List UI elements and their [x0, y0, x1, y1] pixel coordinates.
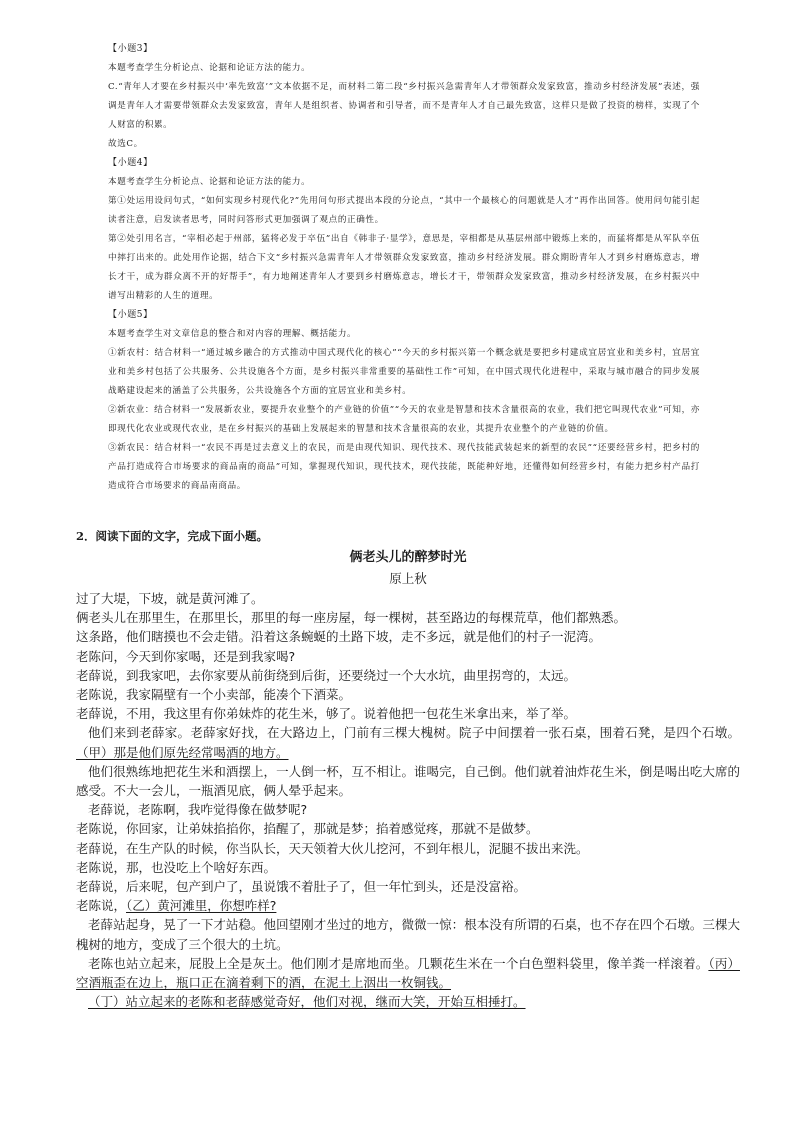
paragraph-text: 老薛说，到我家吧，去你家要从前街绕到后街，还要绕过一个大水坑，曲里拐弯的，太远。	[76, 667, 577, 683]
article-paragraph	[76, 839, 740, 858]
paragraph-text: 老薛说，后来呢，包产到户了，虽说饿不着肚子了，但一年忙到头，还是没富裕。	[76, 879, 527, 895]
article-paragraph	[76, 723, 740, 761]
paragraph-text: 老陈也站立起来，屁股上全是灰土。他们刚才是席地而坐。几颗花生米在一个白色塑料袋里，像羊粪一样滚着。	[88, 955, 709, 971]
article-paragraph	[76, 762, 740, 800]
underlined-sentence: （乙）黄河滩里，你想咋样?	[126, 898, 277, 914]
paragraph-text: 老薛站起身，晃了一下才站稳。他回望刚才坐过的地方，微微一惊：根本没有所谓的石桌，也不存在四个石墩。三棵大槐树的地方，变成了三个很大的土坑。	[76, 917, 740, 952]
paragraph-text: 老陈说，你回家，让弟妹掐掐你，掐醒了，那就是梦；掐着感觉疼，那就不是做梦。	[76, 821, 539, 837]
analysis-line: 故选C。	[108, 139, 143, 149]
article-paragraph	[76, 877, 740, 896]
question-heading: 2．阅读下面的文字，完成下面小题。	[76, 529, 268, 543]
subquestion-tag: 【小题4】	[108, 158, 153, 168]
article-paragraph	[76, 992, 740, 1011]
subquestion-3-analysis	[108, 40, 700, 154]
paragraph-text: 老陈问，今天到你家喝，还是到我家喝?	[76, 648, 296, 664]
article-paragraph	[76, 896, 740, 915]
subquestion-5-analysis	[108, 306, 700, 496]
paragraph-text: 他们很熟练地把花生米和酒摆上，一人倒一杯，互不相让。谁喝完，自己倒。他们就着油炸花生米，倒是喝出吃大席的感受。不大一会儿，一瓶酒见底，俩人晕乎起来。	[76, 763, 740, 799]
underlined-sentence: （丁）站立起来的老陈和老薛感觉奇好，他们对视，继而大笑，开始互相捶打。	[88, 994, 526, 1010]
subquestion-tag: 【小题5】	[108, 310, 153, 320]
paragraph-text: 老陈说，那，也没吃上个啥好东西。	[76, 859, 277, 875]
article-paragraph	[76, 858, 740, 877]
analysis-line: 第②处引用名言，“宰相必起于州部，猛将必发于卒伍”出自《韩非子·显学》，意思是，宰相都是从基层州部中锻炼上来的，而猛将都是从军队卒伍中摔打出来的。此处用作论据，结合下文“乡村振兴急需青年人才带领群众发家致富，推动乡村经济发展。群众期盼青年人才到乡村磨炼意志，增长才干，成为群众离不开的好帮手”，有力地阐述青年人才要到乡村磨炼意志，增长才干，带领群众发家致富，推动乡村经济发展，在乡村振兴中谱写出精彩的人生的道理。	[108, 234, 700, 301]
paragraph-text: 老薛说，老陈啊，我咋觉得像在做梦呢?	[88, 802, 308, 818]
answer-analysis	[108, 40, 700, 496]
analysis-line: ①新农村：结合材料一“通过城乡融合的方式推动中国式现代化的核心”“今天的乡村振兴第一个概念就是要把乡村建成宜居宜业和美乡村，宜居宜业和美乡村包括了公共服务、公共设施各个方面，是乡村振兴非常重要的基础性工作”可知，在中国式现代化进程中，采取与城市融合的同步发展战略建设起来的涵盖了公共服务，公共设施各个方面的宜居宜业和美乡村。	[108, 348, 700, 396]
article-paragraph	[76, 915, 740, 953]
paragraph-text: 他们来到老薛家。老薛家好找，在大路边上，门前有三棵大槐树。院子中间摆着一张石桌，围着石凳，是四个石墩。	[88, 725, 740, 741]
article-paragraph	[76, 685, 740, 704]
reading-question-2	[76, 527, 740, 1011]
article-paragraph	[76, 800, 740, 819]
paragraph-text: 老陈说，	[76, 898, 127, 914]
article-paragraph	[76, 589, 740, 608]
analysis-line: 本题考查学生分析论点、论据和论证方法的能力。	[108, 177, 311, 187]
article-title: 俩老头儿的醉梦时光	[349, 550, 467, 565]
subquestion-4-analysis	[108, 154, 700, 306]
article-author: 原上秋	[389, 571, 427, 586]
paragraph-text: 老薛说，在生产队的时候，你当队长，天天领着大伙儿挖河，不到年根儿，泥腿不拔出来洗。	[76, 840, 589, 856]
underlined-sentence: （甲）那是他们原先经常喝酒的地方。	[76, 744, 289, 760]
analysis-line: 本题考查学生分析论点、论据和论证方法的能力。	[108, 63, 311, 73]
paragraph-text: 老陈说，我家隔壁有一个小卖部，能凑个下酒菜。	[76, 687, 352, 703]
paragraph-text: 过了大堤，下坡，就是黄河滩了。	[76, 591, 264, 606]
analysis-line: ③新农民：结合材料一“农民不再是过去意义上的农民，而是由现代知识、现代技术、现代技能武装起来的新型的农民”“还要经营乡村，把乡村的产品打造成符合市场要求的商品南的商品”可知，掌握现代知识，现代技术，现代技能，既能种好地，还懂得如何经营乡村，有能力把乡村产品打造成符合市场要求的商品南商品。	[108, 443, 700, 491]
paragraph-text: 俩老头儿在那里生，在那里长，那里的每一座房屋，每一棵树，甚至路边的每棵荒草，他们都熟悉。	[76, 610, 627, 626]
paragraph-text: 老薛说，不用，我这里有你弟妹炸的花生米，够了。说着他把一包花生米拿出来，举了举。	[76, 706, 577, 722]
article-paragraph	[76, 647, 740, 666]
underlined-sentence: （丙）空酒瓶歪在边上，瓶口正在滴着剩下的酒，在泥土上洇出一枚铜钱。	[76, 955, 740, 991]
article-paragraph	[76, 627, 740, 646]
analysis-line: 第①处运用设问句式，“如何实现乡村现代化?”先用问句形式提出本段的分论点，“其中一个最核心的问题就是人才”再作出回答。使用问句能引起读者注意，启发读者思考，同时问答形式更加强调了观点的正确性。	[108, 196, 700, 225]
analysis-line: 本题考查学生对文章信息的整合和对内容的理解、概括能力。	[108, 329, 357, 339]
article-paragraph	[76, 819, 740, 838]
subquestion-tag: 【小题3】	[108, 44, 153, 54]
analysis-line: ②新农业：结合材料一“发展新农业，要提升农业整个的产业链的价值”“今天的农业是智慧和技术含量很高的农业，我们把它叫现代农业”可知，亦即现代化农业或现代农业，是在乡村振兴的基础上发展起来的智慧和技术含量很高的农业，其提升农业整个的产业链的价值。	[108, 405, 700, 434]
analysis-line: C.“青年人才要在乡村振兴中‘率先致富’”文本依据不足，而材料二第二段“乡村振兴急需青年人才带领群众发家致富，推动乡村经济发展”表述，强调是青年人才需要带领群众去发家致富，青年人是组织者、协调者和引导者，而不是青年人才自己最先致富，这样只是做了投资的榜样，实现了个人财富的积累。	[108, 82, 700, 130]
article-paragraph	[76, 608, 740, 627]
article-paragraph	[76, 704, 740, 723]
article-body	[76, 589, 740, 1011]
article-paragraph	[76, 666, 740, 685]
article-paragraph	[76, 954, 740, 992]
paragraph-text: 这条路，他们瞎摸也不会走错。沿着这条蜿蜒的土路下坡，走不多远，就是他们的村子一泥湾。	[76, 629, 602, 645]
